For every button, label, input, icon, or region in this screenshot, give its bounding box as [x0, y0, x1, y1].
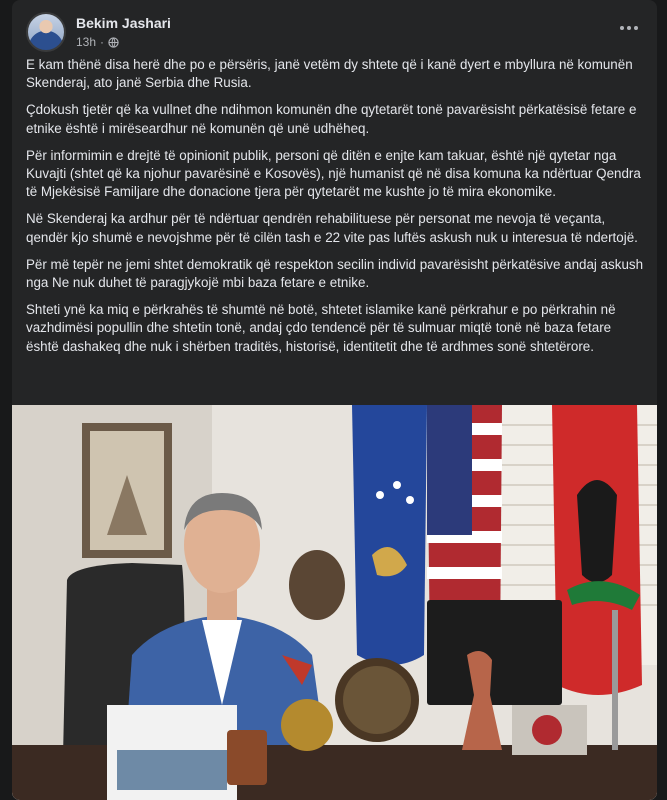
- post-paragraph: Çdokush tjetër që ka vullnet dhe ndihmon komunën dhe qytetarët tonë pavarësisht përkatësisë fetare e etnike është i mirëseardhur në komunën që unë udhëheq.: [26, 102, 637, 136]
- author-name[interactable]: Bekim Jashari: [76, 15, 171, 31]
- globe-icon[interactable]: [108, 37, 119, 48]
- author-avatar[interactable]: [26, 12, 66, 52]
- post-text: [26, 56, 645, 365]
- more-options-icon[interactable]: [615, 18, 643, 38]
- post-card: [12, 0, 657, 800]
- post-paragraph: Për më tepër ne jemi shtet demokratik që respekton secilin individ pavarësisht përkatësive andaj askush nga Ne nuk duhet të paragjykojë mbi baza fetare e etnike.: [26, 256, 644, 291]
- post-time[interactable]: 13h: [76, 35, 97, 49]
- post-paragraph: E kam thënë disa herë dhe po e përsëris, janë vetëm dy shtete që i kanë dyert e mbyllura në komunën Skenderaj, ato janë Serbia dhe Rusia.: [26, 57, 633, 91]
- post-photo[interactable]: [12, 405, 657, 800]
- post-paragraph: Shteti ynë ka miq e përkrahës të shumtë në botë, shtetet islamike kanë përkrahur e po përkrahin në vazhdimësi popullin dhe shtetin tonë, andaj çdo tendencë për të sulmuar miqtë tonë në baza fetare është dashakeq dhe nuk i shërben traditës, historisë, identitetit dhe të ardhmes sonë shtetërore.: [26, 302, 616, 354]
- post-paragraph: Për informimin e drejtë të opinionit publik, personi që ditën e enjte kam takuar, është një qytetar nga Kuvajti (shtet që ka njohur pavarësinë e Kosovës), një humanist që në disa komuna ka ndërtuar Qendra të Mjekësisë Familjare dhe donacione tjera për qytetarët me kushte jo të mira ekonomike.: [26, 147, 641, 200]
- post-header: [26, 12, 643, 52]
- meta-separator: ·: [100, 35, 105, 49]
- post-meta: [76, 35, 119, 49]
- office-photo-illustration: [12, 405, 657, 800]
- post-paragraph: Në Skenderaj ka ardhur për të ndërtuar qendrën rehabilituese për personat me nevoja të veçanta, qendër kjo shumë e nevojshme për të cilën tash e 22 vite pas luftës askush nuk u interesua të ndertojë.: [26, 211, 638, 245]
